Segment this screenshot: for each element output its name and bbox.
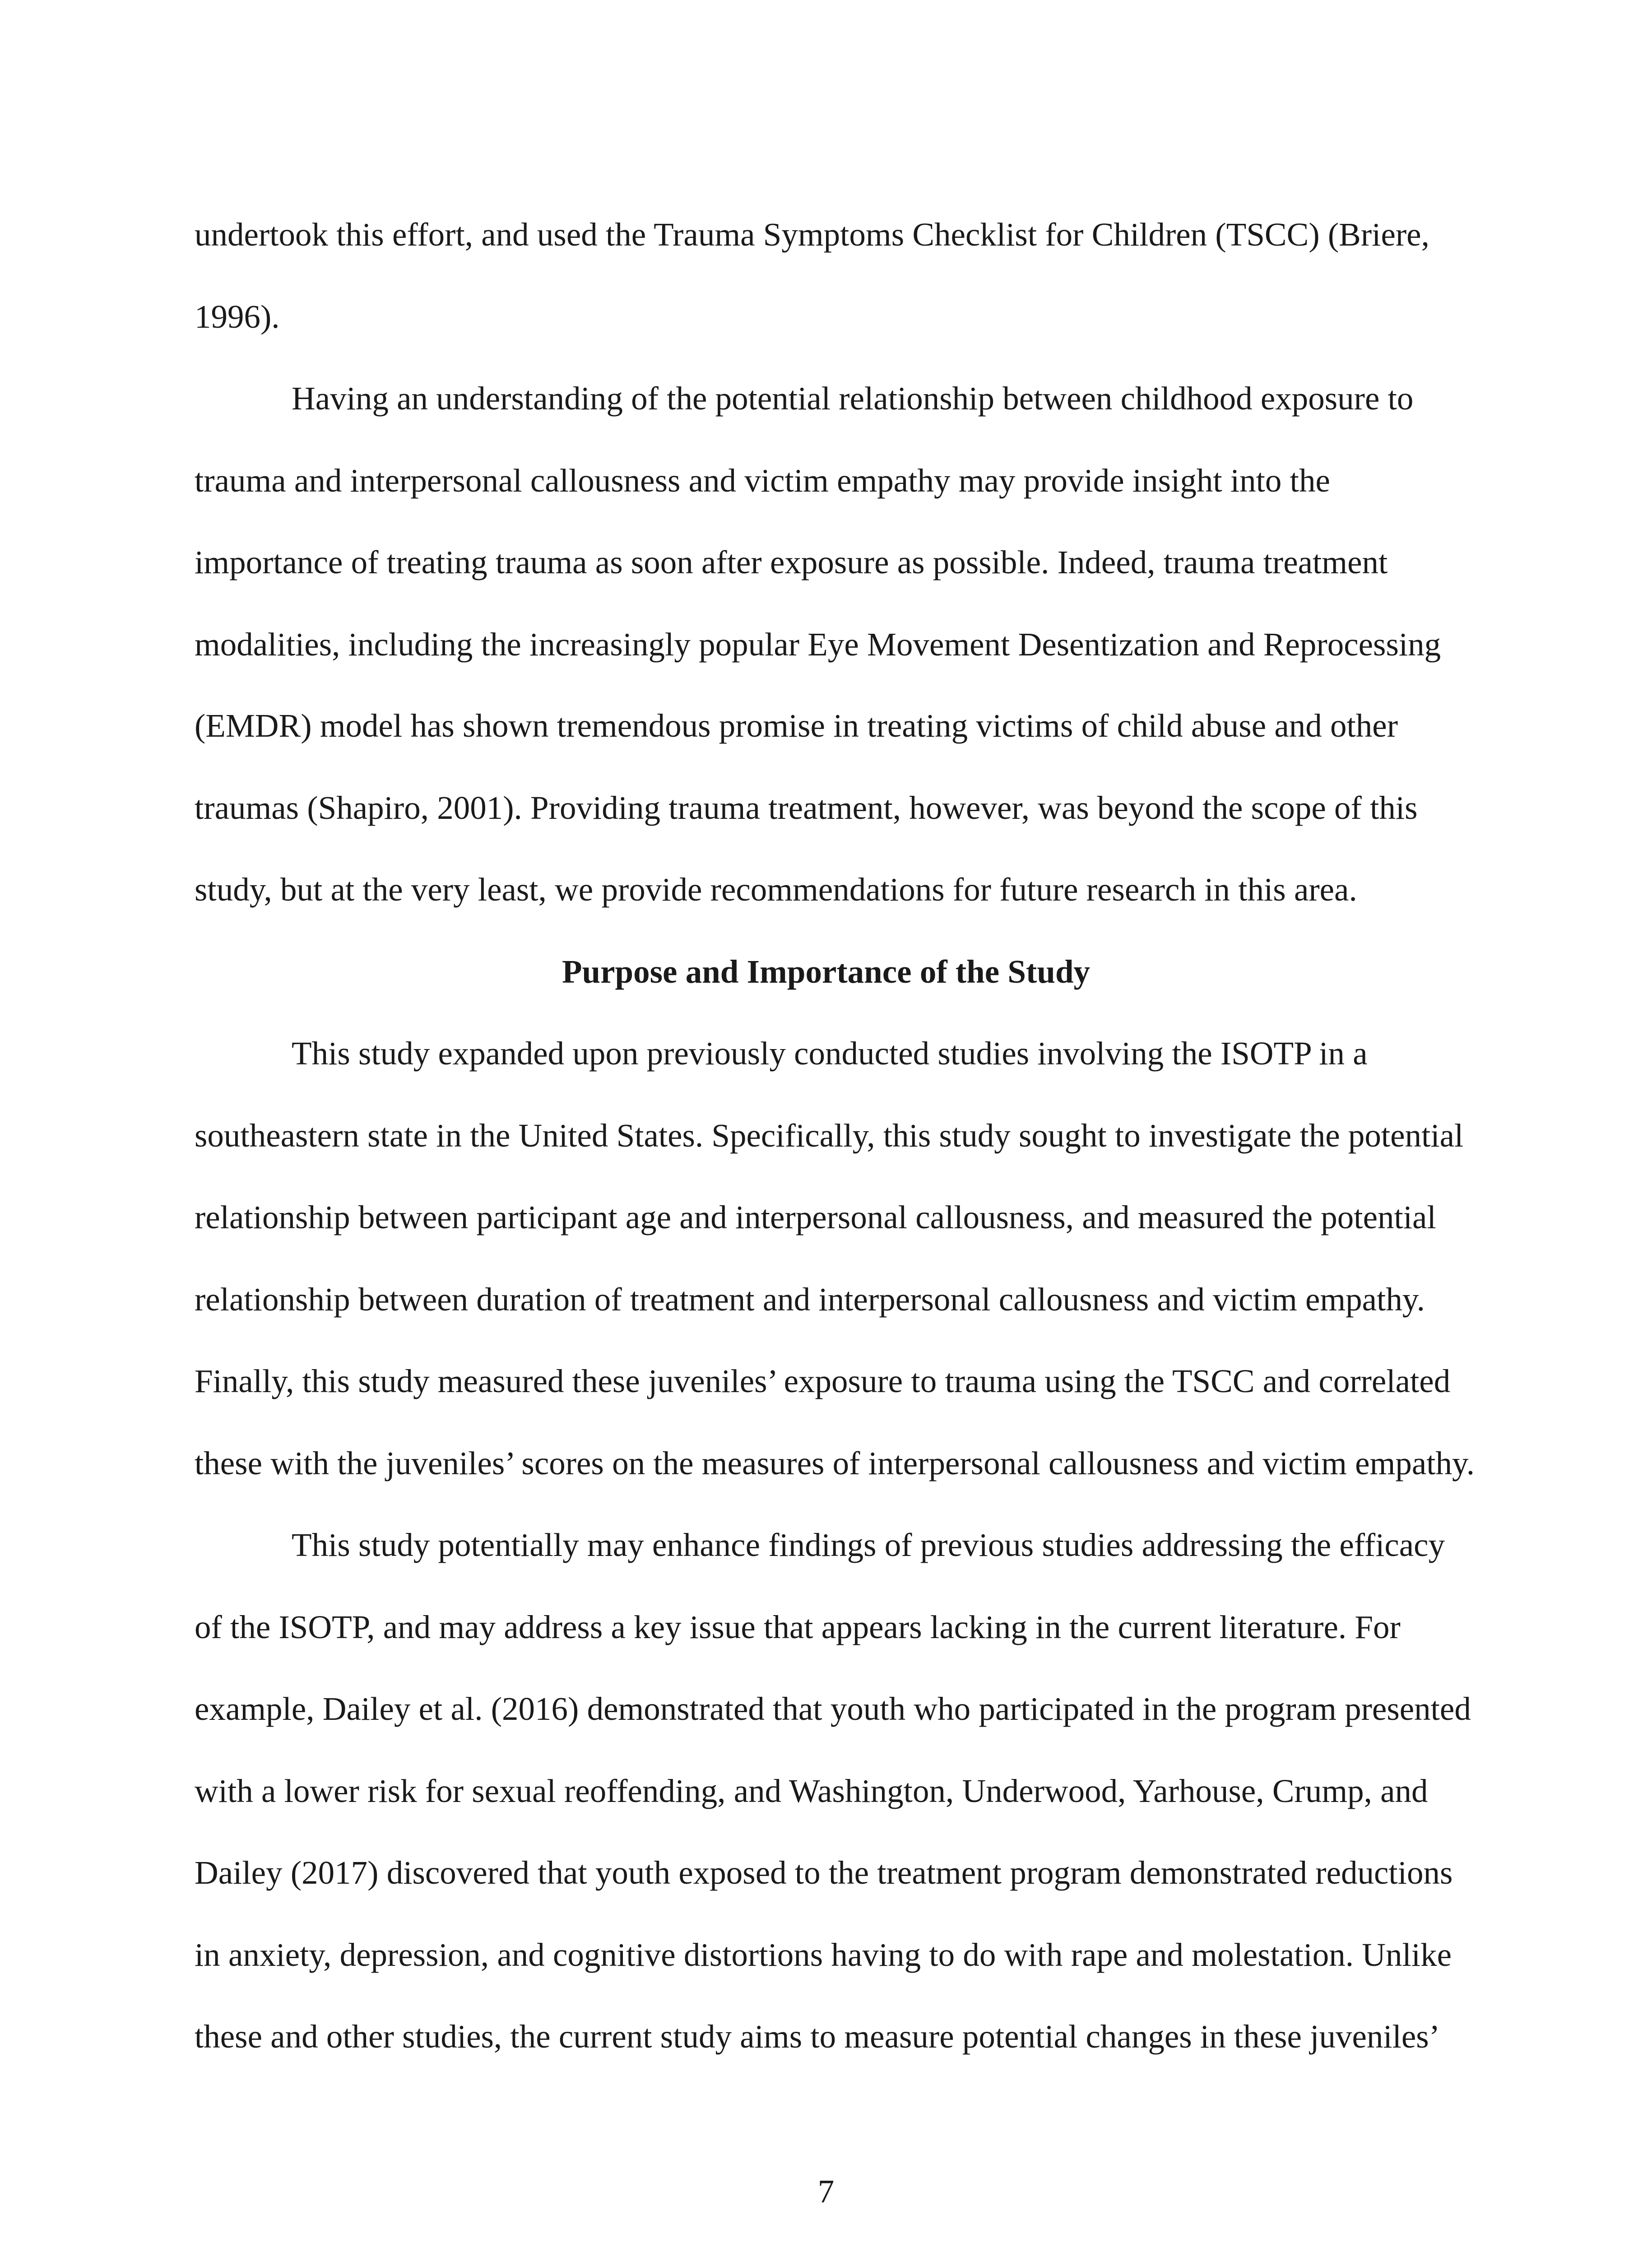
paragraph-line: (EMDR) model has shown tremendous promise in treating victims of child abuse and other: [195, 707, 1398, 744]
page-number: 7: [817, 2173, 835, 2210]
paragraph-line: study, but at the very least, we provide recommendations for future research in this area.: [195, 871, 1357, 908]
paragraph-line: importance of treating trauma as soon after exposure as possible. Indeed, trauma treatment: [195, 544, 1388, 581]
paragraph-line: southeastern state in the United States. Specifically, this study sought to investigate the potential: [195, 1117, 1464, 1154]
paragraph-line: these with the juveniles’ scores on the measures of interpersonal callousness and victim empathy.: [195, 1445, 1475, 1481]
paragraph-line: Having an understanding of the potential relationship between childhood exposure to: [292, 380, 1414, 417]
paragraph-line: with a lower risk for sexual reoffending, and Washington, Underwood, Yarhouse, Crump, and: [195, 1773, 1428, 1809]
paragraph-line: This study expanded upon previously conducted studies involving the ISOTP in a: [292, 1035, 1368, 1072]
paragraph-line: Dailey (2017) discovered that youth exposed to the treatment program demonstrated reductions: [195, 1854, 1453, 1891]
paragraph-line: Finally, this study measured these juveniles’ exposure to trauma using the TSCC and correlated: [195, 1363, 1451, 1399]
paragraph-line: This study potentially may enhance findings of previous studies addressing the efficacy: [292, 1527, 1445, 1563]
paragraph-line: of the ISOTP, and may address a key issue that appears lacking in the current literature. For: [195, 1609, 1401, 1645]
paragraph-line: example, Dailey et al. (2016) demonstrated that youth who participated in the program presented: [195, 1690, 1471, 1727]
paragraph-line: traumas (Shapiro, 2001). Providing trauma treatment, however, was beyond the scope of this: [195, 789, 1418, 826]
section-heading: Purpose and Importance of the Study: [561, 953, 1091, 990]
paragraph-line: in anxiety, depression, and cognitive distortions having to do with rape and molestation. Unlike: [195, 1937, 1452, 1973]
paragraph-line: 1996).: [195, 298, 280, 335]
paragraph-line: relationship between participant age and interpersonal callousness, and measured the potential: [195, 1199, 1436, 1235]
paragraph-line: trauma and interpersonal callousness and victim empathy may provide insight into the: [195, 462, 1330, 499]
paragraph-line: these and other studies, the current study aims to measure potential changes in these juveniles’: [195, 2018, 1440, 2055]
paragraph-line: modalities, including the increasingly popular Eye Movement Desentization and Reprocessing: [195, 626, 1441, 663]
paragraph-line: relationship between duration of treatment and interpersonal callousness and victim empathy.: [195, 1281, 1425, 1318]
paragraph-line: undertook this effort, and used the Trauma Symptoms Checklist for Children (TSCC) (Briere,: [195, 216, 1429, 253]
